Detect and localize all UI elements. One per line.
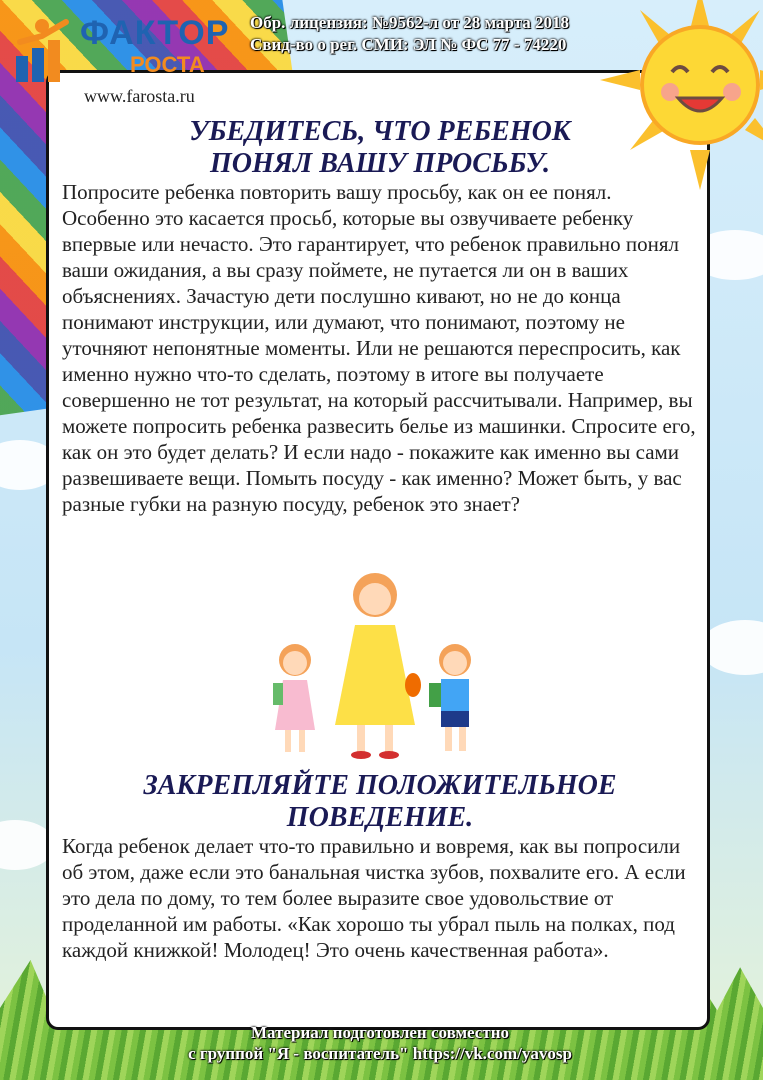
logo-url[interactable]: www.farosta.ru [84,86,195,106]
footer-link[interactable]: с группой "Я - воспитатель" https://vk.com/yavosp [188,1044,572,1063]
logo-title: ФАКТОР [80,14,230,52]
mother-and-children-illustration [255,565,495,765]
footer-credit [150,1022,610,1064]
logo-figure-icon [12,16,82,86]
title-line: ПОВЕДЕНИЕ. [286,802,474,833]
license-info [250,12,569,56]
footer-line: Материал подготовлен совместно [251,1023,509,1042]
license-line: Обр. лицензия: №9562-л от 28 марта 2018 [250,13,570,32]
title-line: ПОНЯЛ ВАШУ ПРОСЬБУ. [209,148,551,179]
section-text-positive-behavior: Когда ребенок делает что-то правильно и вовремя, как вы попросили об этом, даже если это банальная чистка зубов, похвалите его. А если это дела по дому, то тем более выразите свое удовольствие от проделанной им работы. «Как хорошо ты убрал пыль на полках, под каждой книжкой! Молодец! Это очень качественная работа». [62,834,686,962]
section-title-understanding [60,116,700,180]
logo [8,8,230,108]
title-line: УБЕДИТЕСЬ, ЧТО РЕБЕНОК [189,116,571,147]
logo-subtitle: РОСТА [130,52,205,77]
section-text-understanding: Попросите ребенка повторить вашу просьбу, как он ее понял. Особенно это касается просьб, которые вы озвучиваете ребенку впервые или нечасто. Это гарантирует, что ребенок правильно понял ваши ожидания, а вы сразу поймете, не путается ли он в ваших объяснениях. Зачастую дети послушно кивают, но не до конца понимают инструкции, или думают, что понимают, поэтому не уточняют непонятные моменты. Или не решаются переспросить, как именно нужно что-то сделать, поэтому в итоге вы получаете совершенно не тот результат, на который рассчитывали. Например, вы можете попросить ребенка развесить белье из машинки. Спросите его, как он это будет делать? И если надо - покажите как именно вы сами развешиваете вещи. Помыть посуду - как именно? Может быть, у вас разные губки на разную посуду, ребенок это знает? [62,180,696,516]
title-line: ЗАКРЕПЛЯЙТЕ ПОЛОЖИТЕЛЬНОЕ [143,770,617,801]
section-title-positive-behavior [60,770,700,834]
registration-line: Свид-во о рег. СМИ: ЭЛ № ФС 77 - 74220 [250,35,567,54]
